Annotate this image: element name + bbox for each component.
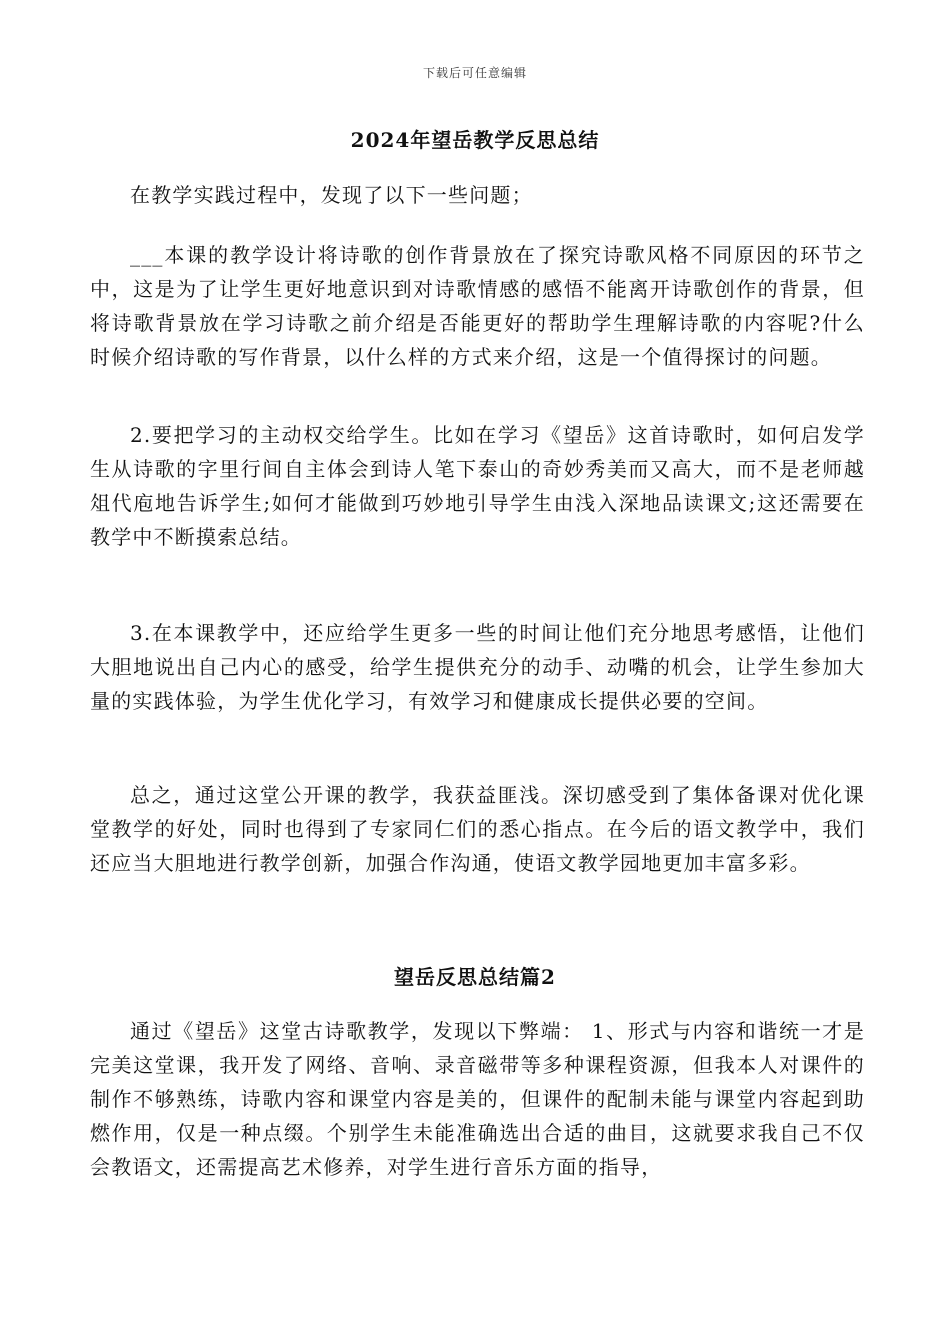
paragraph-summary: 总之，通过这堂公开课的教学，我获益匪浅。深切感受到了集体备课对优化课堂教学的好处，同时也得到了专家同仁们的悉心指点。在今后的语文教学中，我们还应当大胆地进行教学创新，加强合作沟通，使语文教学园地更加丰富多彩。 <box>90 783 865 875</box>
section-title: 望岳反思总结篇2 <box>394 965 556 989</box>
paragraph-2: 2.要把学习的主动权交给学生。比如在学习《望岳》这首诗歌时，如何启发学生从诗歌的字里行间自主体会到诗人笔下泰山的奇妙秀美而又高大，而不是老师越俎代庖地告诉学生;如何才能做到巧妙地引导学生由浅入深地品读课文;这还需要在教学中不断摸索总结。 <box>90 423 865 549</box>
paragraph-3: 3.在本课教学中，还应给学生更多一些的时间让他们充分地思考感悟，让他们大胆地说出自己内心的感受，给学生提供充分的动手、动嘴的机会，让学生参加大量的实践体验，为学生优化学习，有效学习和健康成长提供必要的空间。 <box>90 621 865 713</box>
paragraph-1: ___本课的教学设计将诗歌的创作背景放在了探究诗歌风格不同原因的环节之中，这是为了让学生更好地意识到对诗歌情感的感悟不能离开诗歌创作的背景，但将诗歌背景放在学习诗歌之前介绍是否能更好的帮助学生理解诗歌的内容呢?什么时候介绍诗歌的写作背景，以什么样的方式来介绍，这是一个值得探讨的问题。 <box>90 243 865 369</box>
header-note: 下载后可任意编辑 <box>422 66 527 80</box>
section2-paragraph-1: 通过《望岳》这堂古诗歌教学，发现以下弊端： 1、形式与内容和谐统一才是完美这堂课，我开发了网络、音响、录音磁带等多种课程资源，但我本人对课件的制作不够熟练，诗歌内容和课堂内容是美的，但课件的配制未能与课堂内容起到助燃作用，仅是一种点缀。个别学生未能准确选出合适的曲目，这就要求我自己不仅会教语文，还需提高艺术修养，对学生进行音乐方面的指导， <box>90 1019 865 1179</box>
paragraph-intro: 在教学实践过程中，发现了以下一些问题； <box>130 183 533 207</box>
document-title: 2024年望岳教学反思总结 <box>350 128 600 152</box>
